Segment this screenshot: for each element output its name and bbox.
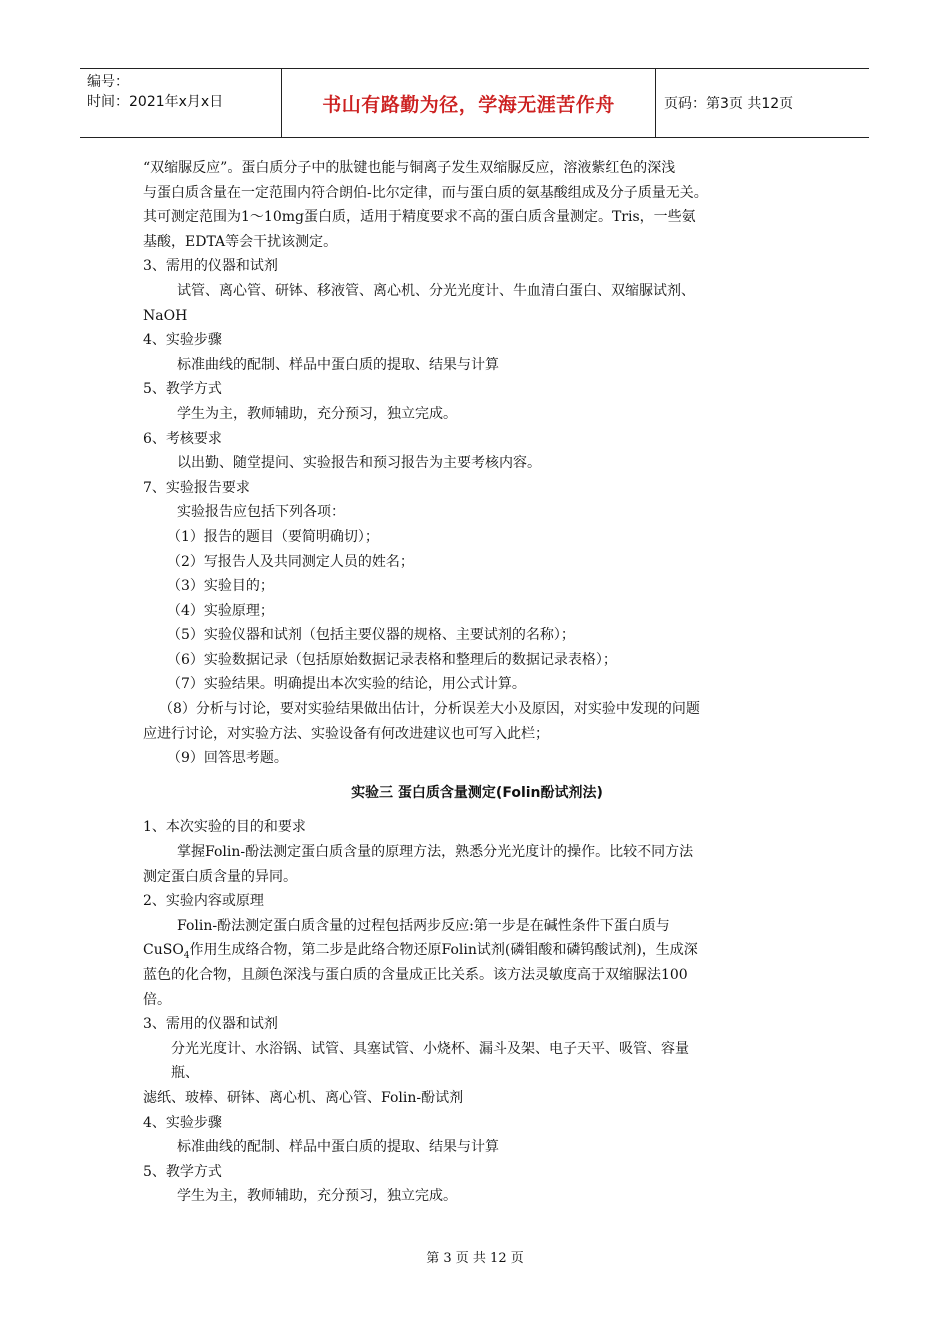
header-table xyxy=(80,68,869,138)
body-line: 标准曲线的配制、样品中蛋白质的提取、结果与计算 xyxy=(177,356,499,373)
header-motto: 书山有路勤为径，学海无涯苦作舟 xyxy=(282,69,656,137)
body-line: 标准曲线的配制、样品中蛋白质的提取、结果与计算 xyxy=(177,1139,499,1156)
list-item: （7）实验结果。明确提出本次实验的结论，用公式计算。 xyxy=(167,676,526,693)
section-heading: 5、教学方式 xyxy=(143,381,222,398)
section-heading: 6、考核要求 xyxy=(143,430,222,447)
body-line: 应进行讨论，对实验方法、实验设备有何改进建议也可写入此栏； xyxy=(143,725,549,742)
body-line: 学生为主，教师辅助，充分预习，独立完成。 xyxy=(177,405,457,422)
list-item: （9）回答思考题。 xyxy=(167,750,288,767)
section-heading: 2、实验内容或原理 xyxy=(143,893,264,910)
experiment-title: 实验三 蛋白质含量测定(Folin酚试剂法) xyxy=(351,784,603,801)
section-heading: 3、需用的仪器和试剂 xyxy=(143,1016,278,1033)
body-line: 其可测定范围为1～10mg蛋白质，适用于精度要求不高的蛋白质含量测定。Tris，一些氨 xyxy=(143,209,696,226)
section-heading: 7、实验报告要求 xyxy=(143,479,250,496)
date-label: 时间：2021年x月x日 xyxy=(87,94,224,110)
section-heading: 1、本次实验的目的和要求 xyxy=(143,819,306,836)
body-line: 以出勤、随堂提问、实验报告和预习报告为主要考核内容。 xyxy=(177,455,541,472)
body-line: 蓝色的化合物，且颜色深浅与蛋白质的含量成正比关系。该方法灵敏度高于双缩脲法100 xyxy=(143,967,688,983)
cuso4-subscript: 4 xyxy=(183,951,190,962)
body-line: 滤纸、玻棒、研钵、离心机、离心管、Folin-酚试剂 xyxy=(143,1089,464,1106)
body-line: NaOH xyxy=(143,307,188,324)
list-item: （3）实验目的； xyxy=(167,578,274,595)
section-heading: 5、教学方式 xyxy=(143,1163,222,1180)
body-line: 掌握Folin-酚法测定蛋白质含量的原理方法，熟悉分光光度计的操作。比较不同方法 xyxy=(177,844,694,861)
list-item: （8）分析与讨论，要对实验结果做出估计，分析误差大小及原因，对实验中发现的问题 xyxy=(159,701,700,718)
list-item: （6）实验数据记录（包括原始数据记录表格和整理后的数据记录表格）； xyxy=(167,651,617,668)
section-heading: 4、实验步骤 xyxy=(143,332,222,349)
body-line: 与蛋白质含量在一定范围内符合朗伯-比尔定律，而与蛋白质的氨基酸组成及分子质量无关。 xyxy=(143,184,708,201)
list-item: （5）实验仪器和试剂（包括主要仪器的规格、主要试剂的名称）； xyxy=(167,627,575,644)
cuso4-rest: 作用生成络合物，第二步是此络合物还原Folin试剂(磷钼酸和磷钨酸试剂)，生成深 xyxy=(189,942,698,959)
body-line: 实验报告应包括下列各项： xyxy=(177,504,345,521)
body-line: “双缩脲反应”。蛋白质分子中的肽键也能与铜离子发生双缩脲反应，溶液紫红色的深浅 xyxy=(143,160,676,176)
header-meta xyxy=(80,69,282,137)
section-heading: 4、实验步骤 xyxy=(143,1114,222,1131)
number-label: 编号： xyxy=(87,74,129,90)
section-heading: 3、需用的仪器和试剂 xyxy=(143,258,278,275)
body-line: 学生为主，教师辅助，充分预习，独立完成。 xyxy=(177,1188,457,1205)
body-line: 基酸，EDTA等会干扰该测定。 xyxy=(143,233,338,250)
body-line: Folin-酚法测定蛋白质含量的过程包括两步反应:第一步是在碱性条件下蛋白质与 xyxy=(177,917,670,934)
body-line-cuso4 xyxy=(143,938,811,963)
body-line: 瓶、 xyxy=(171,1065,199,1082)
body-line: 试管、离心管、研钵、移液管、离心机、分光光度计、牛血清白蛋白、双缩脲试剂、 xyxy=(177,282,695,299)
document-body xyxy=(143,156,811,1209)
body-line: 测定蛋白质含量的异同。 xyxy=(143,868,297,885)
list-item: （4）实验原理； xyxy=(167,602,274,619)
cuso4-prefix: CuSO xyxy=(143,942,184,959)
page-footer: 第 3 页 共 12 页 xyxy=(426,1251,524,1266)
list-item: （1）报告的题目（要简明确切）； xyxy=(167,528,379,545)
body-line: 分光光度计、水浴锅、试管、具塞试管、小烧杯、漏斗及架、电子天平、吸管、容量 xyxy=(171,1040,689,1057)
list-item: （2）写报告人及共同测定人员的姓名； xyxy=(167,553,414,570)
body-line: 倍。 xyxy=(143,991,171,1008)
header-page-label: 页码：第3页 共12页 xyxy=(664,96,794,112)
